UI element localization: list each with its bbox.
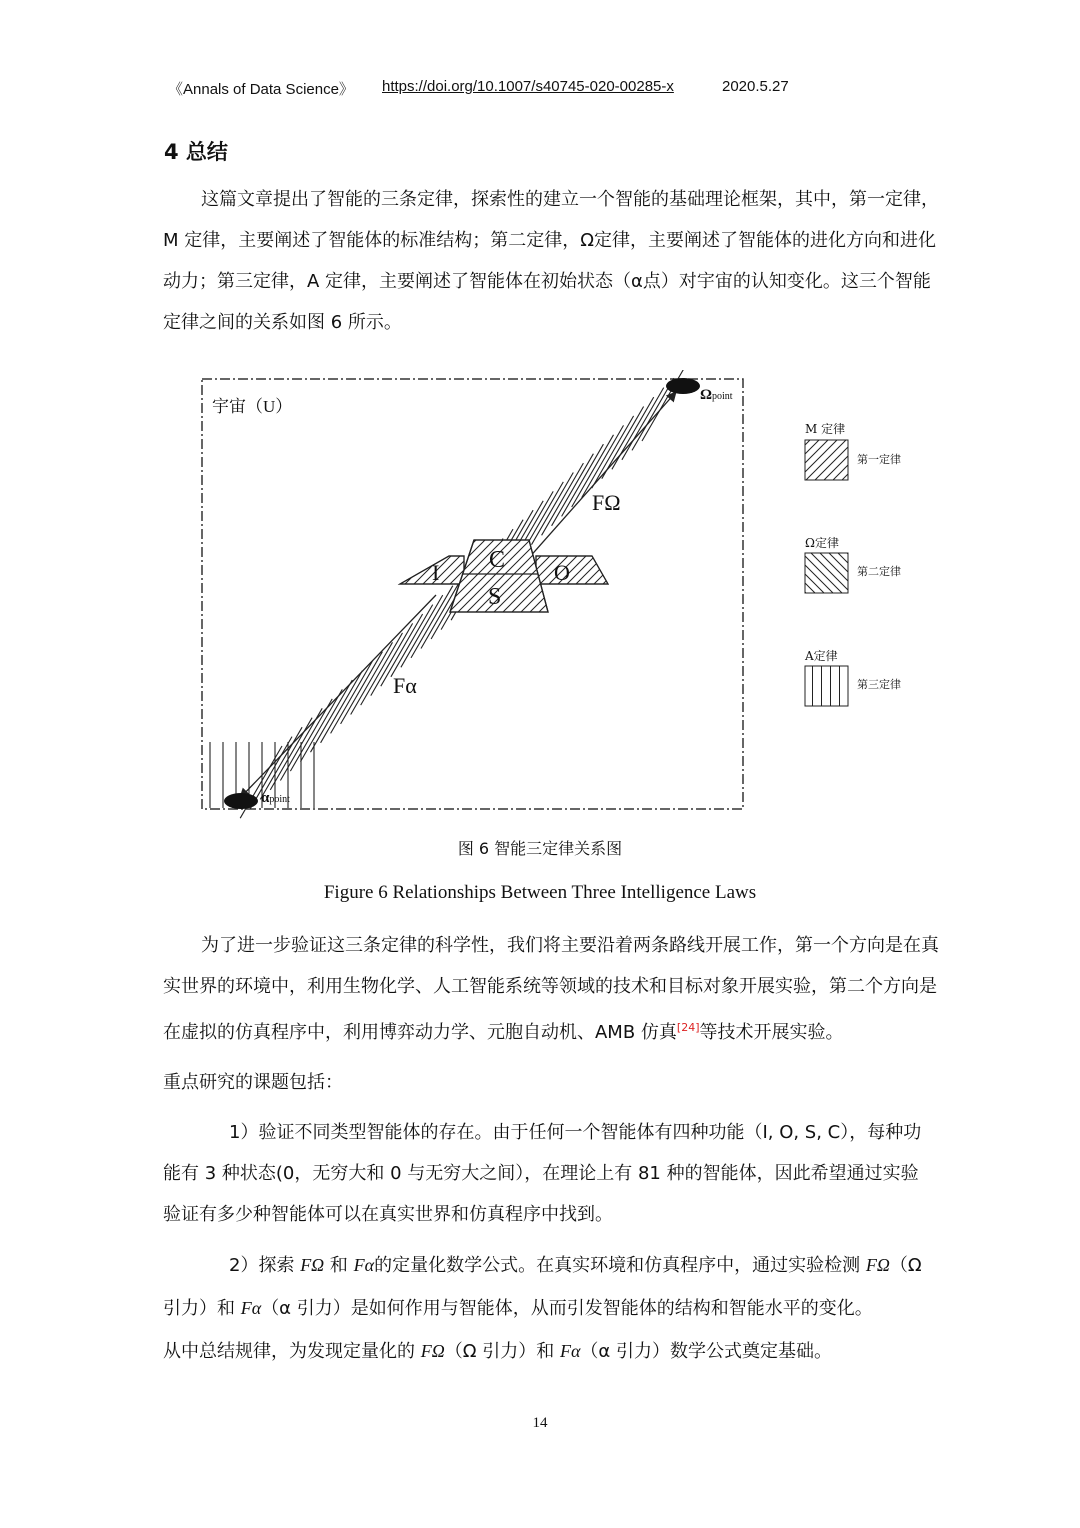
- verify-paragraph: [163, 925, 939, 1048]
- hatch-stroke: [260, 727, 302, 799]
- summary-line: 动力；第三定律，A 定律，主要阐述了智能体在初始状态（α点）对宇宙的认知变化。这三个智能: [163, 271, 931, 292]
- f-alpha-symbol: Fα: [353, 1255, 375, 1275]
- intelligence-laws-diagram: [196, 370, 916, 820]
- label-i: I: [432, 560, 440, 585]
- hatch-stroke: [411, 586, 453, 658]
- f-alpha-symbol: Fα: [559, 1341, 581, 1361]
- omega-point-label: [700, 387, 733, 403]
- item2-text: （α 引力）数学公式奠定基础。: [580, 1341, 832, 1362]
- doi-link[interactable]: https://doi.org/10.1007/s40745-020-00285-x: [382, 78, 674, 95]
- hatch-stroke: [321, 671, 363, 743]
- omega-sub: point: [712, 391, 733, 402]
- label-c: C: [489, 547, 506, 573]
- label-s: S: [488, 584, 502, 610]
- item2-line-2: [163, 1287, 923, 1330]
- item2-text: 从中总结规律，为发现定量化的: [163, 1341, 421, 1362]
- summary-line: M 定律，主要阐述了智能体的标准结构；第二定律，Ω定律，主要阐述了智能体的进化方向和进化: [163, 230, 937, 251]
- figure-caption-zh: 图 6 智能三定律关系图: [457, 839, 623, 858]
- summary-line: 这篇文章提出了智能的三条定律，探索性的建立一个智能的基础理论框架，其中，第一定律，: [201, 189, 939, 210]
- item2-text: 和: [324, 1255, 354, 1276]
- legend-omega-desc: 第二定律: [857, 565, 901, 578]
- item2-text: （α 引力）是如何作用与智能体，从而引发智能体的结构和智能水平的变化。: [261, 1298, 873, 1319]
- universe-label: 宇宙（U）: [212, 397, 293, 416]
- f-alpha-symbol: Fα: [240, 1298, 262, 1318]
- hatch-stroke: [311, 680, 353, 752]
- item2-line-3: [163, 1330, 923, 1373]
- topic-item-2: [163, 1244, 923, 1373]
- hatch-stroke: [301, 689, 343, 761]
- running-header: [168, 78, 928, 100]
- hatch-stroke: [391, 605, 433, 677]
- f-omega-symbol: FΩ: [420, 1341, 445, 1361]
- legend-a-desc: 第三定律: [857, 678, 901, 691]
- hatch-stroke: [532, 473, 574, 545]
- legend-omega-title: Ω定律: [805, 536, 839, 550]
- summary-line: 定律之间的关系如图 6 所示。: [163, 312, 402, 333]
- page-number: 14: [532, 1415, 548, 1431]
- item2-text: 的定量化数学公式。在真实环境和仿真程序中，通过实验检测: [374, 1255, 866, 1276]
- legend-a-title: A定律: [805, 649, 838, 663]
- item2-text: 引力）和: [163, 1298, 241, 1319]
- figure-caption-en: Figure 6 Relationships Between Three Intelligence Laws: [323, 882, 757, 903]
- hatch-stroke: [351, 642, 393, 714]
- item1-line: 验证有多少种智能体可以在真实世界和仿真程序中找到。: [163, 1204, 613, 1225]
- citation-24[interactable]: [24]: [676, 1021, 700, 1034]
- item1-line: 1）验证不同类型智能体的存在。由于任何一个智能体有四种功能（I, O, S, C），每种功: [229, 1122, 922, 1143]
- verify-line: [163, 1007, 923, 1048]
- alpha-sub: point: [269, 794, 290, 805]
- hatch-stroke: [542, 463, 584, 535]
- item2-line-1: [163, 1244, 923, 1287]
- verify-line3-pre: 在虚拟的仿真程序中，利用博弈动力学、元胞自动机、AMB 仿真: [163, 1022, 677, 1043]
- hatch-stroke: [270, 718, 312, 790]
- f-omega-symbol: FΩ: [865, 1255, 890, 1275]
- topics-heading-text: 重点研究的课题包括：: [163, 1072, 343, 1093]
- alpha-symbol: α: [261, 790, 270, 806]
- verify-line: 实世界的环境中，利用生物化学、人工智能系统等领域的技术和目标对象开展实验，第二个方向是: [163, 976, 937, 997]
- item2-text: 2）探索: [229, 1255, 301, 1276]
- hatch-stroke: [401, 595, 443, 667]
- verify-line: 为了进一步验证这三条定律的科学性，我们将主要沿着两条路线开展工作，第一个方向是在真: [201, 935, 939, 956]
- omega-point-marker: [666, 378, 700, 394]
- item1-line: 能有 3 种状态(0，无穷大和 0 与无穷大之间），在理论上有 81 种的智能体，因此希望通过实验: [163, 1163, 919, 1184]
- item2-text: （Ω 引力）和: [444, 1341, 560, 1362]
- item2-text: （Ω: [889, 1255, 922, 1276]
- header-date: 2020.5.27: [722, 78, 789, 95]
- legend-a-swatch: [805, 666, 848, 706]
- legend-m-swatch: [805, 440, 848, 480]
- hatch-stroke: [622, 388, 664, 460]
- figure-6: [196, 370, 916, 820]
- section-title: 4 总结: [164, 140, 228, 164]
- hatch-stroke: [582, 425, 624, 497]
- alpha-point-marker: [224, 793, 258, 809]
- summary-paragraph: [163, 179, 939, 343]
- legend-m-desc: 第一定律: [857, 453, 901, 466]
- alpha-point-label: [261, 790, 290, 806]
- legend: [804, 421, 901, 706]
- label-o: O: [554, 560, 570, 585]
- topics-heading: [163, 1062, 923, 1103]
- hatch-stroke: [592, 416, 634, 488]
- verify-line3-post: 等技术开展实验。: [699, 1022, 844, 1043]
- topic-item-1: [163, 1112, 923, 1235]
- f-omega-symbol: FΩ: [300, 1255, 325, 1275]
- hatch-stroke: [552, 454, 594, 526]
- label-f-omega: FΩ: [592, 490, 621, 515]
- journal-name: 《Annals of Data Science》: [168, 81, 354, 98]
- label-f-alpha: Fα: [393, 673, 417, 698]
- omega-symbol: Ω: [700, 387, 713, 403]
- legend-omega-swatch: [805, 553, 848, 593]
- hatch-stroke: [612, 397, 654, 469]
- legend-m-title: M 定律: [805, 422, 846, 436]
